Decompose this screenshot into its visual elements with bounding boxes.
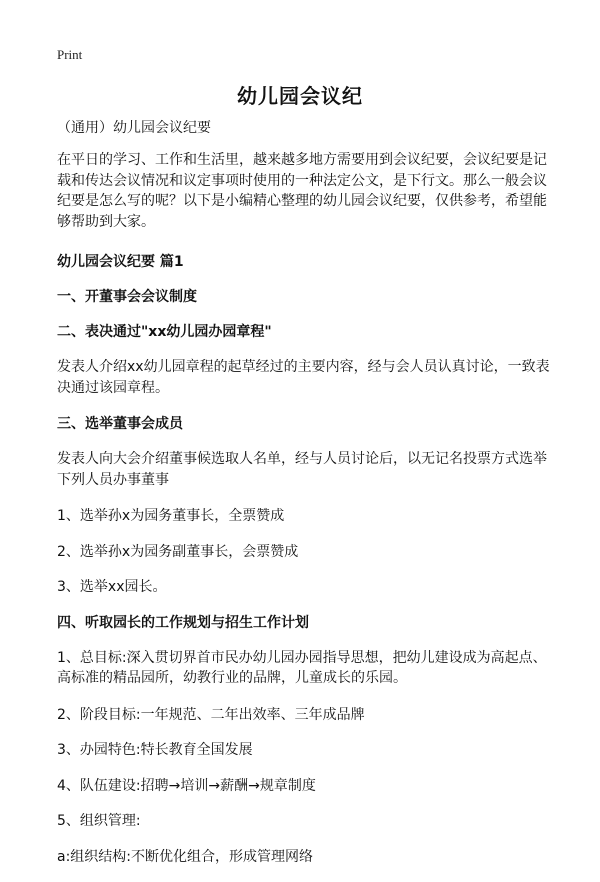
heading-2: 二、表决通过"xx幼儿园办园章程" <box>57 324 272 340</box>
page-title: 幼儿园会议纪 <box>237 84 363 108</box>
document-subtitle: （通用）幼儿园会议纪要 <box>57 120 211 136</box>
list-item-3-3: 3、选举xx园长。 <box>57 579 167 595</box>
print-link[interactable]: Print <box>57 47 83 62</box>
heading-4: 四、听取园长的工作规划与招生工作计划 <box>57 614 309 631</box>
list-item-4-3: 3、办园特色:特长教育全国发展 <box>57 742 253 758</box>
paragraph-3: 发表人向大会介绍董事候选取人名单，经与人员讨论后，以无记名投票方式选举下列人员办事董事 <box>57 451 547 488</box>
list-item-4-5: 5、组织管理: <box>57 813 141 829</box>
section-title: 幼儿园会议纪要 篇1 <box>57 254 184 270</box>
list-item-3-1: 1、选举孙x为园务董事长，全票赞成 <box>57 508 285 524</box>
heading-3: 三、选举董事会成员 <box>57 416 183 432</box>
document-body <box>57 118 556 882</box>
heading-1: 一、开董事会会议制度 <box>57 289 197 305</box>
list-item-4-1: 1、总目标:深入贯切界首市民办幼儿园办园指导思想，把幼儿建设成为高起点、高标准的精品园所，幼教行业的品牌，儿童成长的乐园。 <box>57 649 547 686</box>
list-item-3-2: 2、选举孙x为园务副董事长，会票赞成 <box>57 543 299 560</box>
list-item-4-4: 4、队伍建设:招聘→培训→薪酬→规章制度 <box>57 777 316 794</box>
list-item-4-5a: a:组织结构:不断优化组合，形成管理网络 <box>57 848 314 865</box>
list-item-4-2: 2、阶段目标:一年规范、二年出效率、三年成品牌 <box>57 706 365 723</box>
paragraph-2: 发表人介绍xx幼儿园章程的起草经过的主要内容，经与会人员认真讨论，一致表决通过该园章程。 <box>57 359 550 396</box>
intro-paragraph: 在平日的学习、工作和生活里，越来越多地方需要用到会议纪要，会议纪要是记载和传达会议情况和议定事项时使用的一种法定公文，是下行文。那么一般会议纪要是怎么写的呢？以下是小编精心整理的幼儿园会议纪要，仅供参考，希望能够帮助到大家。 <box>57 152 547 230</box>
